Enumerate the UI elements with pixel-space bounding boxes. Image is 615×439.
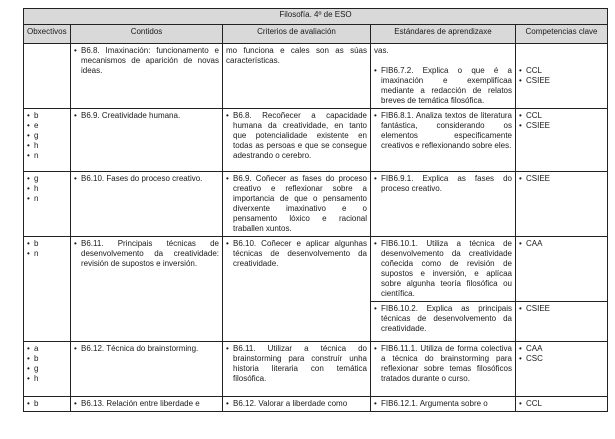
competencies-list-item: • CCL bbox=[519, 399, 604, 409]
contents-list-item: • B6.12. Técnica do brainstorming. bbox=[74, 344, 219, 354]
standards-cell bbox=[371, 172, 516, 237]
header-contents: Contidos bbox=[71, 25, 223, 44]
competencies-cell bbox=[516, 302, 608, 342]
competencies-cell bbox=[516, 397, 608, 412]
contents-cell bbox=[71, 397, 223, 412]
standards-list bbox=[374, 46, 512, 106]
objectives-list-item: • b bbox=[27, 354, 67, 364]
criteria-cell bbox=[223, 44, 371, 109]
competencies-list-item: • CSIEE bbox=[519, 174, 604, 184]
objectives-cell bbox=[24, 237, 71, 342]
standards-list bbox=[374, 344, 512, 384]
table-row bbox=[24, 237, 608, 302]
table-title-row bbox=[24, 9, 608, 25]
header-standards: Estándares de aprendizaxe bbox=[371, 25, 516, 44]
objectives-list-item: • g bbox=[27, 174, 67, 184]
standards-list-item: • FIB6.9.1. Explica as fases do proceso creativo. bbox=[374, 174, 512, 194]
competencies-list-item: • CSIEE bbox=[519, 304, 604, 314]
standards-cell bbox=[371, 302, 516, 342]
competencies-list bbox=[519, 174, 604, 184]
criteria-cell bbox=[223, 237, 371, 342]
table-title: Filosofía. 4º de ESO bbox=[24, 9, 608, 25]
standards-list-item: • FIB6.12.1. Argumenta sobre o bbox=[374, 399, 512, 409]
competencies-list bbox=[519, 399, 604, 409]
standards-list bbox=[374, 399, 512, 409]
competencies-list-item: • CAA bbox=[519, 344, 604, 354]
criteria-list bbox=[226, 399, 367, 409]
criteria-list-item: • B6.8. Recoñecer a capacidade humana da creatividade, en tanto que potencialidade existente en todas as persoas e que se consegue adestrando o cerebro. bbox=[226, 111, 367, 161]
competencies-cell bbox=[516, 342, 608, 397]
objectives-cell bbox=[24, 44, 71, 109]
competencies-list bbox=[519, 239, 604, 249]
header-competencies: Competencias clave bbox=[516, 25, 608, 44]
contents-cell bbox=[71, 172, 223, 237]
criteria-cell bbox=[223, 172, 371, 237]
competencies-list bbox=[519, 344, 604, 364]
objectives-list-item: • b bbox=[27, 239, 67, 249]
competencies-cell bbox=[516, 237, 608, 302]
objectives-cell bbox=[24, 172, 71, 237]
standards-cell bbox=[371, 397, 516, 412]
objectives-list-item: • a bbox=[27, 344, 67, 354]
table-row bbox=[24, 342, 608, 397]
header-objectives: Obxectivos bbox=[24, 25, 71, 44]
criteria-cell bbox=[223, 342, 371, 397]
standards-cell bbox=[371, 109, 516, 172]
standards-list bbox=[374, 239, 512, 299]
table-body bbox=[24, 44, 608, 412]
criteria-list-item: • B6.10. Coñecer e aplicar algunhas técnicas de desenvolvemento da creatividade. bbox=[226, 239, 367, 269]
objectives-list-item: • b bbox=[27, 399, 67, 409]
standards-list bbox=[374, 111, 512, 151]
criteria-list bbox=[226, 111, 367, 161]
competencies-list-item: • CSIEE bbox=[519, 121, 604, 131]
competencies-cell bbox=[516, 172, 608, 237]
objectives-cell bbox=[24, 109, 71, 172]
standards-cell bbox=[371, 237, 516, 302]
objectives-list bbox=[27, 174, 67, 204]
standards-list-item: • FIB6.7.2. Explica o que é a imaxinación e exemplifícaa mediante a redacción de relatos breves de temática filosófica. bbox=[374, 66, 512, 106]
objectives-list-item: • h bbox=[27, 141, 67, 151]
competencies-list-item: • CSC bbox=[519, 354, 604, 364]
contents-cell bbox=[71, 342, 223, 397]
contents-cell bbox=[71, 44, 223, 109]
contents-list bbox=[74, 46, 219, 76]
criteria-list bbox=[226, 46, 367, 66]
objectives-list bbox=[27, 239, 67, 259]
criteria-list bbox=[226, 344, 367, 384]
standards-list-item: vas. bbox=[374, 46, 389, 55]
criteria-list-item: • B6.12. Valorar a liberdade como bbox=[226, 399, 367, 409]
standards-cell bbox=[371, 342, 516, 397]
competencies-list bbox=[519, 66, 604, 86]
objectives-list bbox=[27, 399, 67, 409]
competencies-list bbox=[519, 111, 604, 131]
criteria-cell bbox=[223, 109, 371, 172]
table-row bbox=[24, 44, 608, 109]
standards-list-item: • FIB6.11.1. Utiliza de forma colectiva a técnica do brainstorming para reflexionar sobre temas filosóficos tratados durante o curso. bbox=[374, 344, 512, 384]
objectives-list-item: • b bbox=[27, 111, 67, 121]
standards-cell bbox=[371, 44, 516, 109]
objectives-list-item: • g bbox=[27, 364, 67, 374]
table-row bbox=[24, 109, 608, 172]
contents-cell bbox=[71, 237, 223, 342]
table-row bbox=[24, 397, 608, 412]
table-row bbox=[24, 172, 608, 237]
standards-list-item: • FIB6.10.2. Explica as principais técnicas de desenvolvemento da creatividade. bbox=[374, 304, 512, 334]
criteria-list bbox=[226, 239, 367, 269]
contents-list bbox=[74, 239, 219, 269]
objectives-list bbox=[27, 111, 67, 161]
objectives-list-item: • n bbox=[27, 249, 67, 259]
contents-list-item: • B6.8. Imaxinación: funcionamento e mecanismos de aparición de novas ideas. bbox=[74, 46, 219, 76]
objectives-list-item: • g bbox=[27, 131, 67, 141]
objectives-cell bbox=[24, 342, 71, 397]
objectives-list bbox=[27, 344, 67, 384]
objectives-cell bbox=[24, 397, 71, 412]
competencies-list-item: • CCL bbox=[519, 111, 604, 121]
contents-list bbox=[74, 399, 219, 409]
objectives-list-item: • e bbox=[27, 121, 67, 131]
contents-list bbox=[74, 111, 219, 121]
competencies-list bbox=[519, 304, 604, 314]
contents-list-item: • B6.11. Principais técnicas de desenvolvemento da creatividade: revisión de supostos e inversión. bbox=[74, 239, 219, 269]
competencies-cell bbox=[516, 44, 608, 109]
objectives-list-item: • h bbox=[27, 184, 67, 194]
standards-list-item: • FIB6.8.1. Analiza textos de literatura fantástica, considerando os elementos especificamente creativos e reflexionando sobre eles. bbox=[374, 111, 512, 151]
standards-list bbox=[374, 174, 512, 194]
curriculum-table bbox=[23, 8, 608, 412]
criteria-list-item: • B6.9. Coñecer as fases do proceso creativo e reflexionar sobre a importancia de que o pensamento diverxente imaxinativo e o pensamento lóxico e racional traballen xuntos. bbox=[226, 174, 367, 234]
contents-list-item: • B6.9. Creatividade humana. bbox=[74, 111, 219, 121]
competencies-list-item: • CAA bbox=[519, 239, 604, 249]
criteria-list-item: • B6.11. Utilizar a técnica do brainstorming para construír unha historia literaria con temática filosófica. bbox=[226, 344, 367, 384]
contents-list bbox=[74, 344, 219, 354]
contents-list bbox=[74, 174, 219, 184]
objectives-list-item: • n bbox=[27, 194, 67, 204]
objectives-list-item: • h bbox=[27, 374, 67, 384]
competencies-list-item: • CSIEE bbox=[519, 76, 604, 86]
standards-list bbox=[374, 304, 512, 334]
competencies-cell bbox=[516, 109, 608, 172]
header-criteria: Criterios de avaliación bbox=[223, 25, 371, 44]
contents-list-item: • B6.10. Fases do proceso creativo. bbox=[74, 174, 219, 184]
contents-cell bbox=[71, 109, 223, 172]
contents-list-item: • B6.13. Relación entre liberdade e bbox=[74, 399, 219, 409]
competencies-list-item: • CCL bbox=[519, 66, 604, 76]
criteria-list bbox=[226, 174, 367, 234]
criteria-list-item: mo funciona e cales son as súas características. bbox=[226, 46, 367, 65]
objectives-list-item: • n bbox=[27, 151, 67, 161]
standards-list-item: • FIB6.10.1. Utiliza a técnica de desenvolvemento da creatividade coñecida como de revisión de supostos e inversión, e aplícaa sobre algunha teoría filosófica ou científica. bbox=[374, 239, 512, 299]
criteria-cell bbox=[223, 397, 371, 412]
header-row bbox=[24, 25, 608, 44]
